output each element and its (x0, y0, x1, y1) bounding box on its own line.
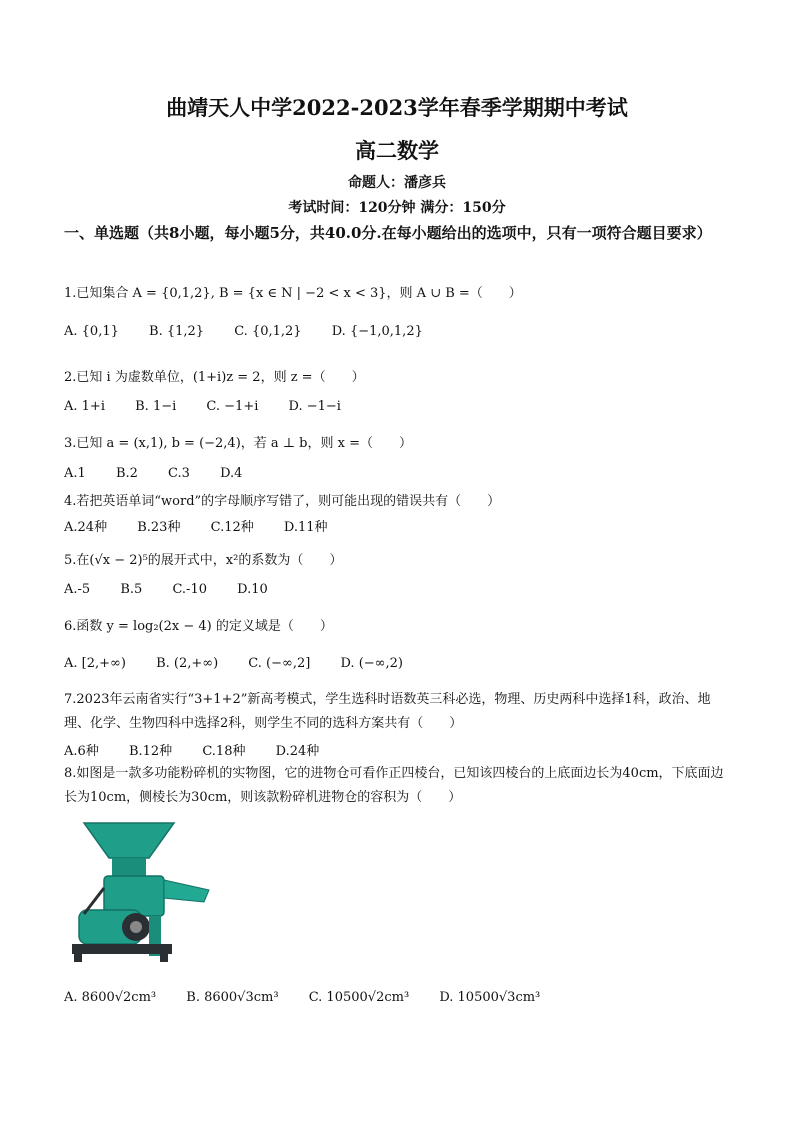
option-b: B. 8600√3cm³ (186, 990, 279, 1005)
option-a: A.-5 (64, 582, 91, 597)
subject-title: 高二数学 (355, 138, 439, 163)
author-line: 命题人：潘彦兵 (348, 175, 446, 191)
option-b: B. 1−i (135, 399, 177, 414)
option-b: B.5 (120, 582, 143, 597)
option-a: A. [2,+∞) (64, 656, 126, 671)
option-d: D. (−∞,2) (340, 656, 403, 671)
option-a: A.1 (64, 466, 86, 481)
option-d: D. −1−i (288, 399, 341, 414)
option-c: C.3 (168, 466, 190, 481)
option-a: A.6种 (64, 744, 99, 759)
question-1-stem: 1.已知集合 A = {0,1,2}, B = {x ∈ N | −2 < x < 3}，则 A ∪ B =（ ） (64, 286, 522, 301)
question-2-options (64, 399, 367, 414)
question-5-stem: 5.在(√x − 2)⁵的展开式中，x²的系数为（ ） (64, 553, 343, 568)
option-d: D.4 (220, 466, 243, 481)
option-c: C. (−∞,2] (248, 656, 311, 671)
option-d: D. {−1,0,1,2} (331, 324, 423, 339)
option-a: A. 8600√2cm³ (64, 990, 157, 1005)
exam-info: 考试时间：120分钟 满分：150分 (288, 200, 506, 216)
question-7-options (64, 740, 345, 759)
question-7-stem: 7.2023年云南省实行“3+1+2”新高考模式，学生选科时语数英三科必选，物理、历史两科中选择1科，政治、地理、化学、生物四科中选择2科，则学生不同的选科方案共有（ ） (64, 692, 711, 731)
question-4-stem: 4.若把英语单词“word”的字母顺序写错了，则可能出现的错误共有（ ） (64, 494, 501, 509)
option-a: A.24种 (64, 520, 108, 535)
question-2-stem: 2.已知 i 为虚数单位，(1+i)z = 2，则 z =（ ） (64, 370, 365, 385)
option-c: C.18种 (202, 744, 246, 759)
option-b: B. (2,+∞) (156, 656, 219, 671)
question-6-stem: 6.函数 y = log₂(2x − 4) 的定义域是（ ） (64, 619, 333, 634)
option-b: B.12种 (128, 744, 173, 759)
question-1-options (64, 324, 449, 339)
question-3-stem: 3.已知 a = (x,1), b = (−2,4)，若 a ⊥ b，则 x =（ ） (64, 436, 412, 451)
option-d: D. 10500√3cm³ (439, 990, 541, 1005)
crusher-machine-image (64, 818, 214, 968)
question-4-options (64, 516, 354, 535)
option-a: A. {0,1} (64, 324, 119, 339)
question-6-options (64, 656, 429, 671)
option-a: A. 1+i (64, 399, 105, 414)
exam-title: 曲靖天人中学2022-2023学年春季学期期中考试 (166, 95, 628, 120)
option-b: B.23种 (137, 520, 181, 535)
option-c: C. −1+i (206, 399, 259, 414)
option-c: C. {0,1,2} (234, 324, 302, 339)
question-5-options (64, 582, 294, 597)
option-c: C.-10 (172, 582, 207, 597)
option-c: C.12种 (210, 520, 254, 535)
question-3-options (64, 466, 268, 481)
option-d: D.11种 (283, 520, 328, 535)
option-c: C. 10500√2cm³ (308, 990, 410, 1005)
option-d: D.10 (237, 582, 268, 597)
option-b: B.2 (115, 466, 138, 481)
section-heading: 一、单选题（共8小题，每小题5分，共40.0分.在每小题给出的选项中，只有一项符合题目要求） (64, 224, 712, 242)
question-8-stem: 8.如图是一款多功能粉碎机的实物图，它的进物仓可看作正四棱台，已知该四棱台的上底面边长为40cm，下底面边长为10cm，侧棱长为30cm，则该款粉碎机进物仓的容积为（ ） (64, 766, 724, 805)
question-8-options (64, 990, 566, 1005)
option-b: B. {1,2} (149, 324, 205, 339)
option-d: D.24种 (275, 744, 320, 759)
